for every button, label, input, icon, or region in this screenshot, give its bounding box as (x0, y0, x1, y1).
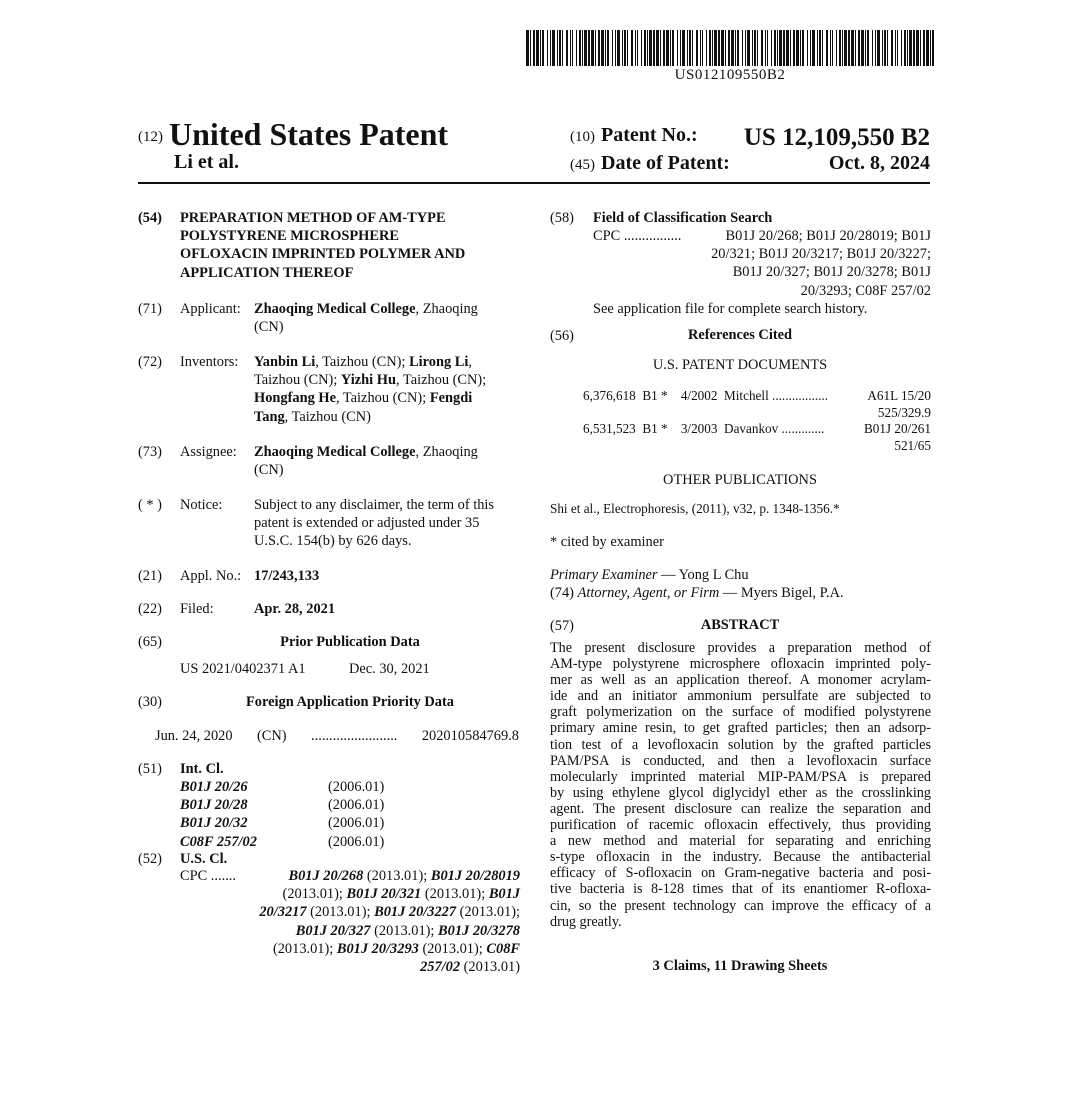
int-cl-version: (2006.01) (328, 779, 385, 795)
abstract-line: efficacy of S-ofloxacin on Gram-negative bacteria and posi- (550, 865, 931, 882)
us-cl-class: B01J 20/3293 (336, 940, 419, 957)
us-cl-version: (2013.01); (282, 886, 347, 903)
cpc-label: CPC ....... (180, 868, 236, 884)
field-22-code: (22) (138, 601, 162, 617)
us-cl-version: (2013.01); (306, 904, 375, 921)
field-71-code: (71) (138, 301, 162, 317)
appl-no: 17/243,133 (254, 568, 320, 584)
field-52-code: (52) (138, 851, 162, 867)
assignee-label: Assignee: (180, 444, 237, 460)
abstract-line: The present disclosure provides a preparation method of (550, 640, 931, 656)
abstract-line: cin, so the present technology can improve the efficacy of a (550, 897, 931, 914)
inventor-name: Lirong Li (409, 354, 469, 370)
field-54-code: (54) (138, 210, 162, 226)
notice-line: U.S.C. 154(b) by 626 days. (254, 533, 412, 550)
reference-class: A61L 15/20 (867, 388, 931, 403)
abstract-line: tion test of a levofloxacin solution by the grafted particles (550, 736, 931, 753)
priority-number: 202010584769.8 (421, 728, 519, 744)
reference-class: B01J 20/261 (863, 421, 931, 437)
title-line: POLYSTYRENE MICROSPHERE (180, 228, 399, 245)
inventor-city: , Taizhou (CN); (335, 390, 430, 407)
inid-code: (10) (570, 129, 595, 145)
separator: , (468, 354, 472, 370)
inventor-city: , Taizhou (CN) (284, 408, 371, 425)
abstract-line: primary amine resin, to get grafted particles; then an adsorp- (550, 720, 931, 737)
abstract-heading: ABSTRACT (700, 617, 780, 633)
document-title: United States Patent (169, 116, 449, 152)
field-51-code: (51) (138, 761, 162, 777)
reference-class: 521/65 (894, 437, 931, 453)
leader-dots: ........................ (311, 728, 398, 744)
field-56-code: (56) (550, 328, 574, 344)
priority-country: (CN) (257, 728, 287, 744)
field-58-code: (58) (550, 210, 574, 226)
us-cl-class: B01J 20/3278 (438, 922, 520, 939)
abstract-line: PAM/PSA is conducted, and then a levofloxacin surface (550, 752, 931, 769)
us-cl-class: B01J 20/3227 (374, 904, 457, 921)
examiner-label: Primary Examiner (550, 567, 658, 583)
cpc-label: CPC (593, 228, 621, 244)
field-21-code: (21) (138, 568, 162, 584)
us-cl-class: B01J (488, 886, 520, 903)
filed-label: Filed: (180, 601, 214, 617)
assignee-country: (CN) (254, 462, 284, 479)
us-cl-class: B01J 20/268 (288, 868, 364, 884)
applicant (254, 300, 478, 336)
field-57-code: (57) (550, 618, 574, 634)
applicant-name: Zhaoqing Medical College (254, 301, 416, 317)
notice-line: Subject to any disclaimer, the term of this (254, 497, 495, 513)
abstract-line: purification of racemic ofloxacin effectively, thus providing (550, 817, 931, 834)
us-cl-class: B01J 20/321 (346, 886, 422, 903)
abstract-line: drug greatly. (550, 913, 622, 930)
inventor-name: Yizhi Hu (340, 372, 396, 389)
us-cl-version: (2013.01) (460, 959, 520, 976)
us-cl-version: (2013.01); (421, 886, 489, 903)
field-search-heading: Field of Classification Search (593, 210, 773, 226)
inventor-city: , Taizhou (CN); (315, 354, 410, 370)
applicant-country: (CN) (254, 319, 284, 336)
other-publication: Shi et al., Electrophoresis, (2011), v32, p. 1348-1356.* (550, 501, 840, 516)
int-cl-version: (2006.01) (328, 797, 385, 814)
attorney (550, 584, 844, 602)
barcode-number: US012109550B2 (674, 67, 786, 83)
reference-date: 4/2002 (680, 388, 718, 403)
prior-publication-date: Dec. 30, 2021 (349, 661, 430, 677)
abstract-line: molecularly imprinted material MIP-PAM/PSA is prepared (550, 768, 931, 785)
priority-date: Jun. 24, 2020 (155, 728, 233, 744)
abstract-line: by using ethylene glycol diglycidyl ether as the crosslinking (550, 784, 931, 801)
us-cl-version: (2013.01); (363, 868, 431, 884)
us-cl-heading: U.S. Cl. (180, 851, 228, 867)
header-rule (138, 182, 930, 184)
abstract-line: mer as well as an application thereof. A monomer acrylam- (550, 672, 931, 689)
reference-date: 3/2003 (680, 421, 718, 437)
us-cl-version: (2013.01); (418, 940, 487, 957)
reference-entry (583, 388, 931, 421)
notice-line: patent is extended or adjusted under 35 (254, 515, 480, 532)
field-30-code: (30) (138, 694, 162, 710)
leader-dots: ................ (623, 228, 682, 244)
inid-code: (12) (138, 129, 163, 145)
field-73-code: (73) (138, 444, 162, 460)
leader-dots: ............. (781, 421, 825, 437)
applicant-label: Applicant: (180, 301, 241, 317)
inventor-name: Fengdi (429, 390, 473, 407)
patent-date: Oct. 8, 2024 (828, 152, 930, 174)
inventor-city: Taizhou (CN); (254, 372, 341, 389)
title-line: OFLOXACIN IMPRINTED POLYMER AND (180, 246, 466, 263)
patent-header-title (138, 116, 448, 153)
assignee-city: , Zhaoqing (415, 444, 478, 460)
reference-number: 6,376,618 (583, 388, 636, 403)
us-cl-class: 257/02 (420, 959, 461, 976)
leader-dots: ................. (772, 388, 829, 403)
inventors (254, 353, 486, 426)
authors: Li et al. (174, 151, 239, 173)
separator: — (719, 585, 741, 601)
abstract-line: s-type ofloxacin in the industry. Because the antibacterial (550, 849, 931, 866)
assignee-name: Zhaoqing Medical College (254, 444, 416, 460)
int-cl-list (180, 778, 384, 851)
cpc-classes: B01J 20/327; B01J 20/3278; B01J (732, 264, 931, 281)
int-cl-class: B01J 20/32 (180, 815, 248, 832)
patent-number-label: Patent No.: (601, 124, 698, 146)
reference-kind: B1 * (642, 421, 668, 437)
examiner-name: Yong L Chu (678, 567, 749, 583)
abstract-line: tive bacteria is 8-128 times that of its enantiomer R-ofloxa- (550, 881, 931, 898)
reference-class: 525/329.9 (877, 404, 931, 420)
int-cl-class: C08F 257/02 (180, 833, 257, 850)
field-65-code: (65) (138, 634, 162, 650)
abstract-line: agent. The present disclosure can realize the separation and (550, 800, 931, 817)
inventors-label: Inventors: (180, 354, 239, 370)
foreign-priority-heading: Foreign Application Priority Data (246, 694, 454, 710)
attorney-label: Attorney, Agent, or Firm (577, 585, 720, 601)
inventor-name: Yanbin Li (254, 354, 316, 370)
patent-date-row (570, 152, 930, 175)
int-cl-heading: Int. Cl. (180, 761, 224, 777)
abstract-line: graft polymerization on the surface of modified polystyrene (550, 704, 931, 721)
cpc-classes: 20/3293; C08F 257/02 (800, 282, 931, 299)
search-history-note: See application file for complete search history. (593, 300, 868, 317)
patent-date-label: Date of Patent: (601, 152, 730, 174)
notice-text (254, 496, 520, 551)
references-heading: References Cited (687, 327, 793, 343)
us-cl-class: B01J 20/28019 (430, 868, 520, 884)
patent-number: US 12,109,550 B2 (743, 124, 930, 151)
abstract-line: AM-type polystyrene microsphere ofloxacin imprinted poly- (550, 656, 931, 673)
abstract-text (550, 640, 931, 930)
us-cl-version: (2013.01); (272, 940, 337, 957)
inventor-name: Tang (254, 408, 285, 425)
reference-number: 6,531,523 (583, 421, 636, 437)
claims-summary: 3 Claims, 11 Drawing Sheets (652, 958, 828, 974)
abstract-line: a new method and material for separating and enriching (550, 833, 931, 850)
cited-by-examiner: * cited by examiner (550, 534, 664, 550)
us-cl-list (180, 867, 520, 976)
notice-label: Notice: (180, 497, 223, 513)
reference-list (583, 388, 931, 454)
inventor-city: , Taizhou (CN); (395, 372, 487, 389)
reference-name: Davankov (724, 421, 779, 437)
patent-number-row (570, 124, 930, 152)
int-cl-version: (2006.01) (328, 815, 385, 832)
barcode (526, 30, 934, 66)
field-72-code: (72) (138, 354, 162, 370)
us-cl-class: 20/3217 (259, 904, 307, 921)
title-line: PREPARATION METHOD OF AM-TYPE (180, 210, 446, 226)
abstract-line: ide and an initiator ammonium persulfate are subjected to (550, 688, 931, 705)
inid-code: (45) (570, 157, 595, 173)
invention-title (180, 209, 465, 282)
cpc-classes: B01J 20/268; B01J 20/28019; B01J (725, 228, 931, 244)
separator: — (657, 567, 679, 583)
assignee (254, 443, 478, 479)
foreign-priority-row (155, 727, 519, 745)
us-cl-version: (2013.01); (370, 922, 439, 939)
int-cl-version: (2006.01) (328, 833, 385, 850)
filed-date: Apr. 28, 2021 (254, 601, 336, 617)
int-cl-class: B01J 20/28 (180, 797, 248, 814)
field-search-cpc (593, 227, 931, 318)
us-patent-docs-heading: U.S. PATENT DOCUMENTS (652, 357, 828, 373)
title-line: APPLICATION THEREOF (180, 264, 354, 281)
attorney-name: Myers Bigel, P.A. (740, 585, 844, 601)
reference-kind: B1 * (642, 388, 668, 403)
field-74-code: (74) (550, 585, 574, 601)
inventor-name: Hongfang He (254, 390, 336, 407)
cpc-classes: 20/321; B01J 20/3217; B01J 20/3227; (711, 246, 931, 263)
us-cl-version: (2013.01); (456, 904, 520, 921)
int-cl-class: B01J 20/26 (180, 779, 248, 795)
prior-publication-heading: Prior Publication Data (280, 634, 420, 650)
us-cl-class: C08F (486, 940, 520, 957)
reference-entry (583, 421, 931, 454)
reference-name: Mitchell (724, 388, 769, 403)
appl-no-label: Appl. No.: (180, 568, 242, 584)
barcode-bar (932, 30, 934, 66)
primary-examiner (550, 566, 749, 584)
prior-publication-number: US 2021/0402371 A1 (180, 661, 306, 677)
other-publications-heading: OTHER PUBLICATIONS (663, 472, 817, 488)
notice-code: ( * ) (138, 497, 162, 513)
applicant-city: , Zhaoqing (415, 301, 478, 317)
us-cl-class: B01J 20/327 (295, 922, 371, 939)
